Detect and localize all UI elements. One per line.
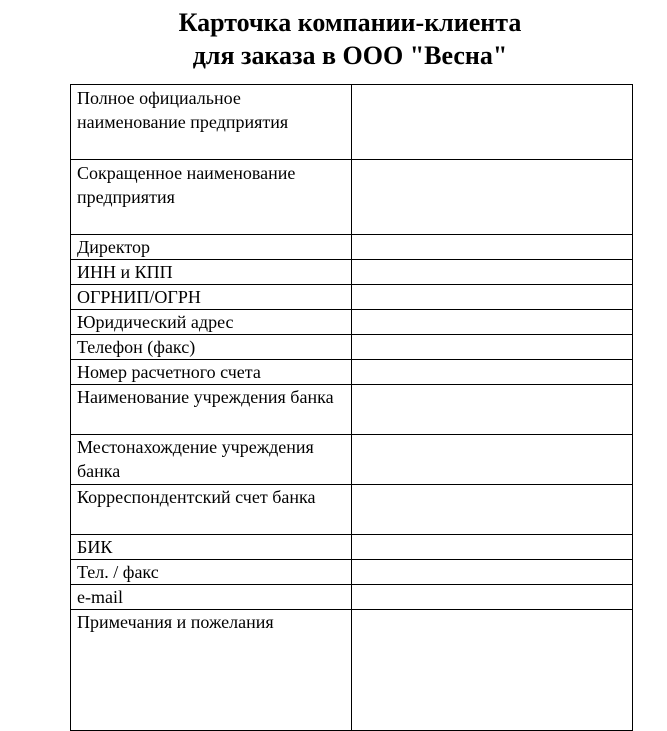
field-value-email[interactable] <box>352 585 633 610</box>
field-label-inn-kpp: ИНН и КПП <box>71 260 352 285</box>
client-card-table <box>70 84 633 731</box>
field-label-tel-fax: Тел. / факс <box>71 560 352 585</box>
field-label-bank-location: Местонахождение учреждения банка <box>71 435 352 485</box>
table-row <box>71 85 633 160</box>
field-value-short-name[interactable] <box>352 160 633 235</box>
field-label-bank-name: Наименование учреждения банка <box>71 385 352 435</box>
field-label-legal-address: Юридический адрес <box>71 310 352 335</box>
field-label-director: Директор <box>71 235 352 260</box>
table-row <box>71 610 633 731</box>
field-value-bik[interactable] <box>352 535 633 560</box>
field-value-corr-account[interactable] <box>352 485 633 535</box>
field-label-ogrn: ОГРНИП/ОГРН <box>71 285 352 310</box>
field-value-ogrn[interactable] <box>352 285 633 310</box>
table-row <box>71 585 633 610</box>
document-title <box>0 6 667 72</box>
title-line-1: Карточка компании-клиента <box>178 8 522 37</box>
field-label-short-name: Сокращенное наименование предприятия <box>71 160 352 235</box>
field-value-legal-address[interactable] <box>352 310 633 335</box>
table-row <box>71 335 633 360</box>
field-value-bank-name[interactable] <box>352 385 633 435</box>
field-value-notes[interactable] <box>352 610 633 731</box>
field-value-tel-fax[interactable] <box>352 560 633 585</box>
table-row <box>71 485 633 535</box>
field-value-full-name[interactable] <box>352 85 633 160</box>
field-label-bik: БИК <box>71 535 352 560</box>
field-value-inn-kpp[interactable] <box>352 260 633 285</box>
field-value-bank-location[interactable] <box>352 435 633 485</box>
field-label-corr-account: Корреспондентский счет банка <box>71 485 352 535</box>
table-row <box>71 235 633 260</box>
title-line-2: для заказа в ООО "Весна" <box>192 41 508 70</box>
field-label-notes: Примечания и пожелания <box>71 610 352 731</box>
field-label-phone-fax: Телефон (факс) <box>71 335 352 360</box>
table-row <box>71 285 633 310</box>
table-row <box>71 260 633 285</box>
field-value-account-number[interactable] <box>352 360 633 385</box>
table-row <box>71 360 633 385</box>
field-label-account-number: Номер расчетного счета <box>71 360 352 385</box>
table-row <box>71 310 633 335</box>
table-row <box>71 435 633 485</box>
table-row <box>71 385 633 435</box>
table-row <box>71 560 633 585</box>
field-label-email: e-mail <box>71 585 352 610</box>
table-row <box>71 160 633 235</box>
field-label-full-name: Полное официальное наименование предприятия <box>71 85 352 160</box>
table-row <box>71 535 633 560</box>
field-value-director[interactable] <box>352 235 633 260</box>
field-value-phone-fax[interactable] <box>352 335 633 360</box>
